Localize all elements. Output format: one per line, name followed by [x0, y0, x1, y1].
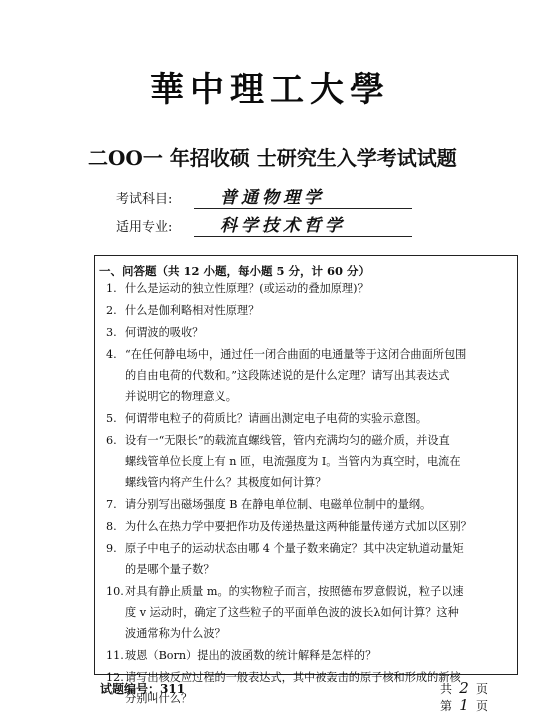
total-prefix: 共: [440, 682, 453, 696]
current-page: 1: [459, 696, 469, 714]
question-line: “在任何静电场中，通过任一闭合曲面的电通量等于这闭合曲面所包围: [125, 348, 467, 361]
page-current: [440, 696, 488, 714]
question-number: 8.: [106, 520, 117, 533]
question-text: [125, 282, 511, 303]
question-line: 对具有静止质量 m。的实物粒子而言，按照德布罗意假说，粒子以速: [125, 585, 464, 598]
question-line: 度 v 运动时，确定了这些粒子的平面单色波的波长λ如何计算？这种: [125, 606, 459, 619]
question-line: 何谓波的吸收？: [125, 326, 204, 339]
question-line: 何谓带电粒子的荷质比？请画出测定电子电荷的实验示意图。: [125, 412, 428, 425]
exam-title: 二OO一 年招收硕 士研究生入学考试试题: [88, 146, 457, 170]
current-suffix: 页: [476, 699, 489, 713]
question-line: 螺线管单位长度上有 n 匝，电流强度为 I。当管内为真空时，电流在: [125, 455, 461, 468]
question-number: 2.: [106, 304, 117, 317]
question-number: 5.: [106, 412, 117, 425]
question-line: 并说明它的物理意义。: [125, 390, 237, 403]
question-text: [125, 412, 511, 433]
question-number: 7.: [106, 498, 117, 511]
question-line: 波通常称为什么波？: [125, 627, 226, 640]
question-line: 螺线管内将产生什么？其极度如何计算？: [125, 476, 327, 489]
question-number: 1.: [106, 282, 117, 295]
question-text: [125, 326, 511, 347]
current-prefix: 第: [440, 699, 453, 713]
question-number: 9.: [106, 542, 117, 555]
question-line: 为什么在热力学中要把作功及传递热量这两种能量传递方式加以区别？: [125, 520, 472, 533]
question-number: 11.: [106, 649, 124, 662]
major-row: [116, 211, 412, 237]
question-line: 请写出核反应过程的一般表达式，其中被轰击的原子核和形成的新核: [125, 671, 461, 684]
question-number: 6.: [106, 434, 117, 447]
question-line: 什么是运动的独立性原理？(或运动的叠加原理)？: [125, 282, 369, 295]
question-text: [125, 348, 511, 411]
question-text: [125, 585, 511, 648]
university-name: 華中理工大學: [150, 70, 390, 110]
question-line: 的自由电荷的代数和。”这段陈述说的是什么定理？请写出其表达式: [125, 369, 450, 382]
section-title: 一、问答题（共 12 小题，每小题 5 分，计 60 分）: [99, 264, 371, 278]
question-number: 4.: [106, 348, 117, 361]
question-text: [125, 304, 511, 325]
question-line: 请分别写出磁场强度 B 在静电单位制、电磁单位制中的量纲。: [125, 498, 432, 511]
question-line: 的是哪个量子数？: [125, 563, 215, 576]
question-number: 3.: [106, 326, 117, 339]
exam-code: 试题编号：311: [100, 682, 186, 696]
question-line: 玻恩（Born）提出的波函数的统计解释是怎样的？: [125, 649, 377, 662]
question-text: [125, 434, 511, 497]
question-number: 12.: [106, 671, 124, 684]
subject-row: [116, 183, 412, 209]
question-number: 10.: [106, 585, 124, 598]
page-total: [440, 679, 488, 697]
question-line: 原子中电子的运动状态由哪 4 个量子数来确定？其中决定轨道动量矩: [125, 542, 464, 555]
question-line: 分别叫什么？: [125, 692, 193, 705]
total-pages: 2: [459, 679, 469, 697]
question-text: [125, 542, 511, 584]
question-text: [125, 498, 511, 519]
major-label: 适用专业:: [116, 220, 173, 235]
question-line: 什么是伽利略相对性原理？: [125, 304, 260, 317]
major-value: 科学技术哲学: [194, 211, 412, 237]
question-line: 设有一“无限长”的载流直螺线管，管内充满均匀的磁介质，并设直: [125, 434, 450, 447]
subject-value: 普通物理学: [194, 183, 412, 209]
total-suffix: 页: [476, 682, 489, 696]
question-text: [125, 649, 511, 670]
question-text: [125, 520, 511, 541]
subject-label: 考试科目:: [116, 192, 173, 207]
